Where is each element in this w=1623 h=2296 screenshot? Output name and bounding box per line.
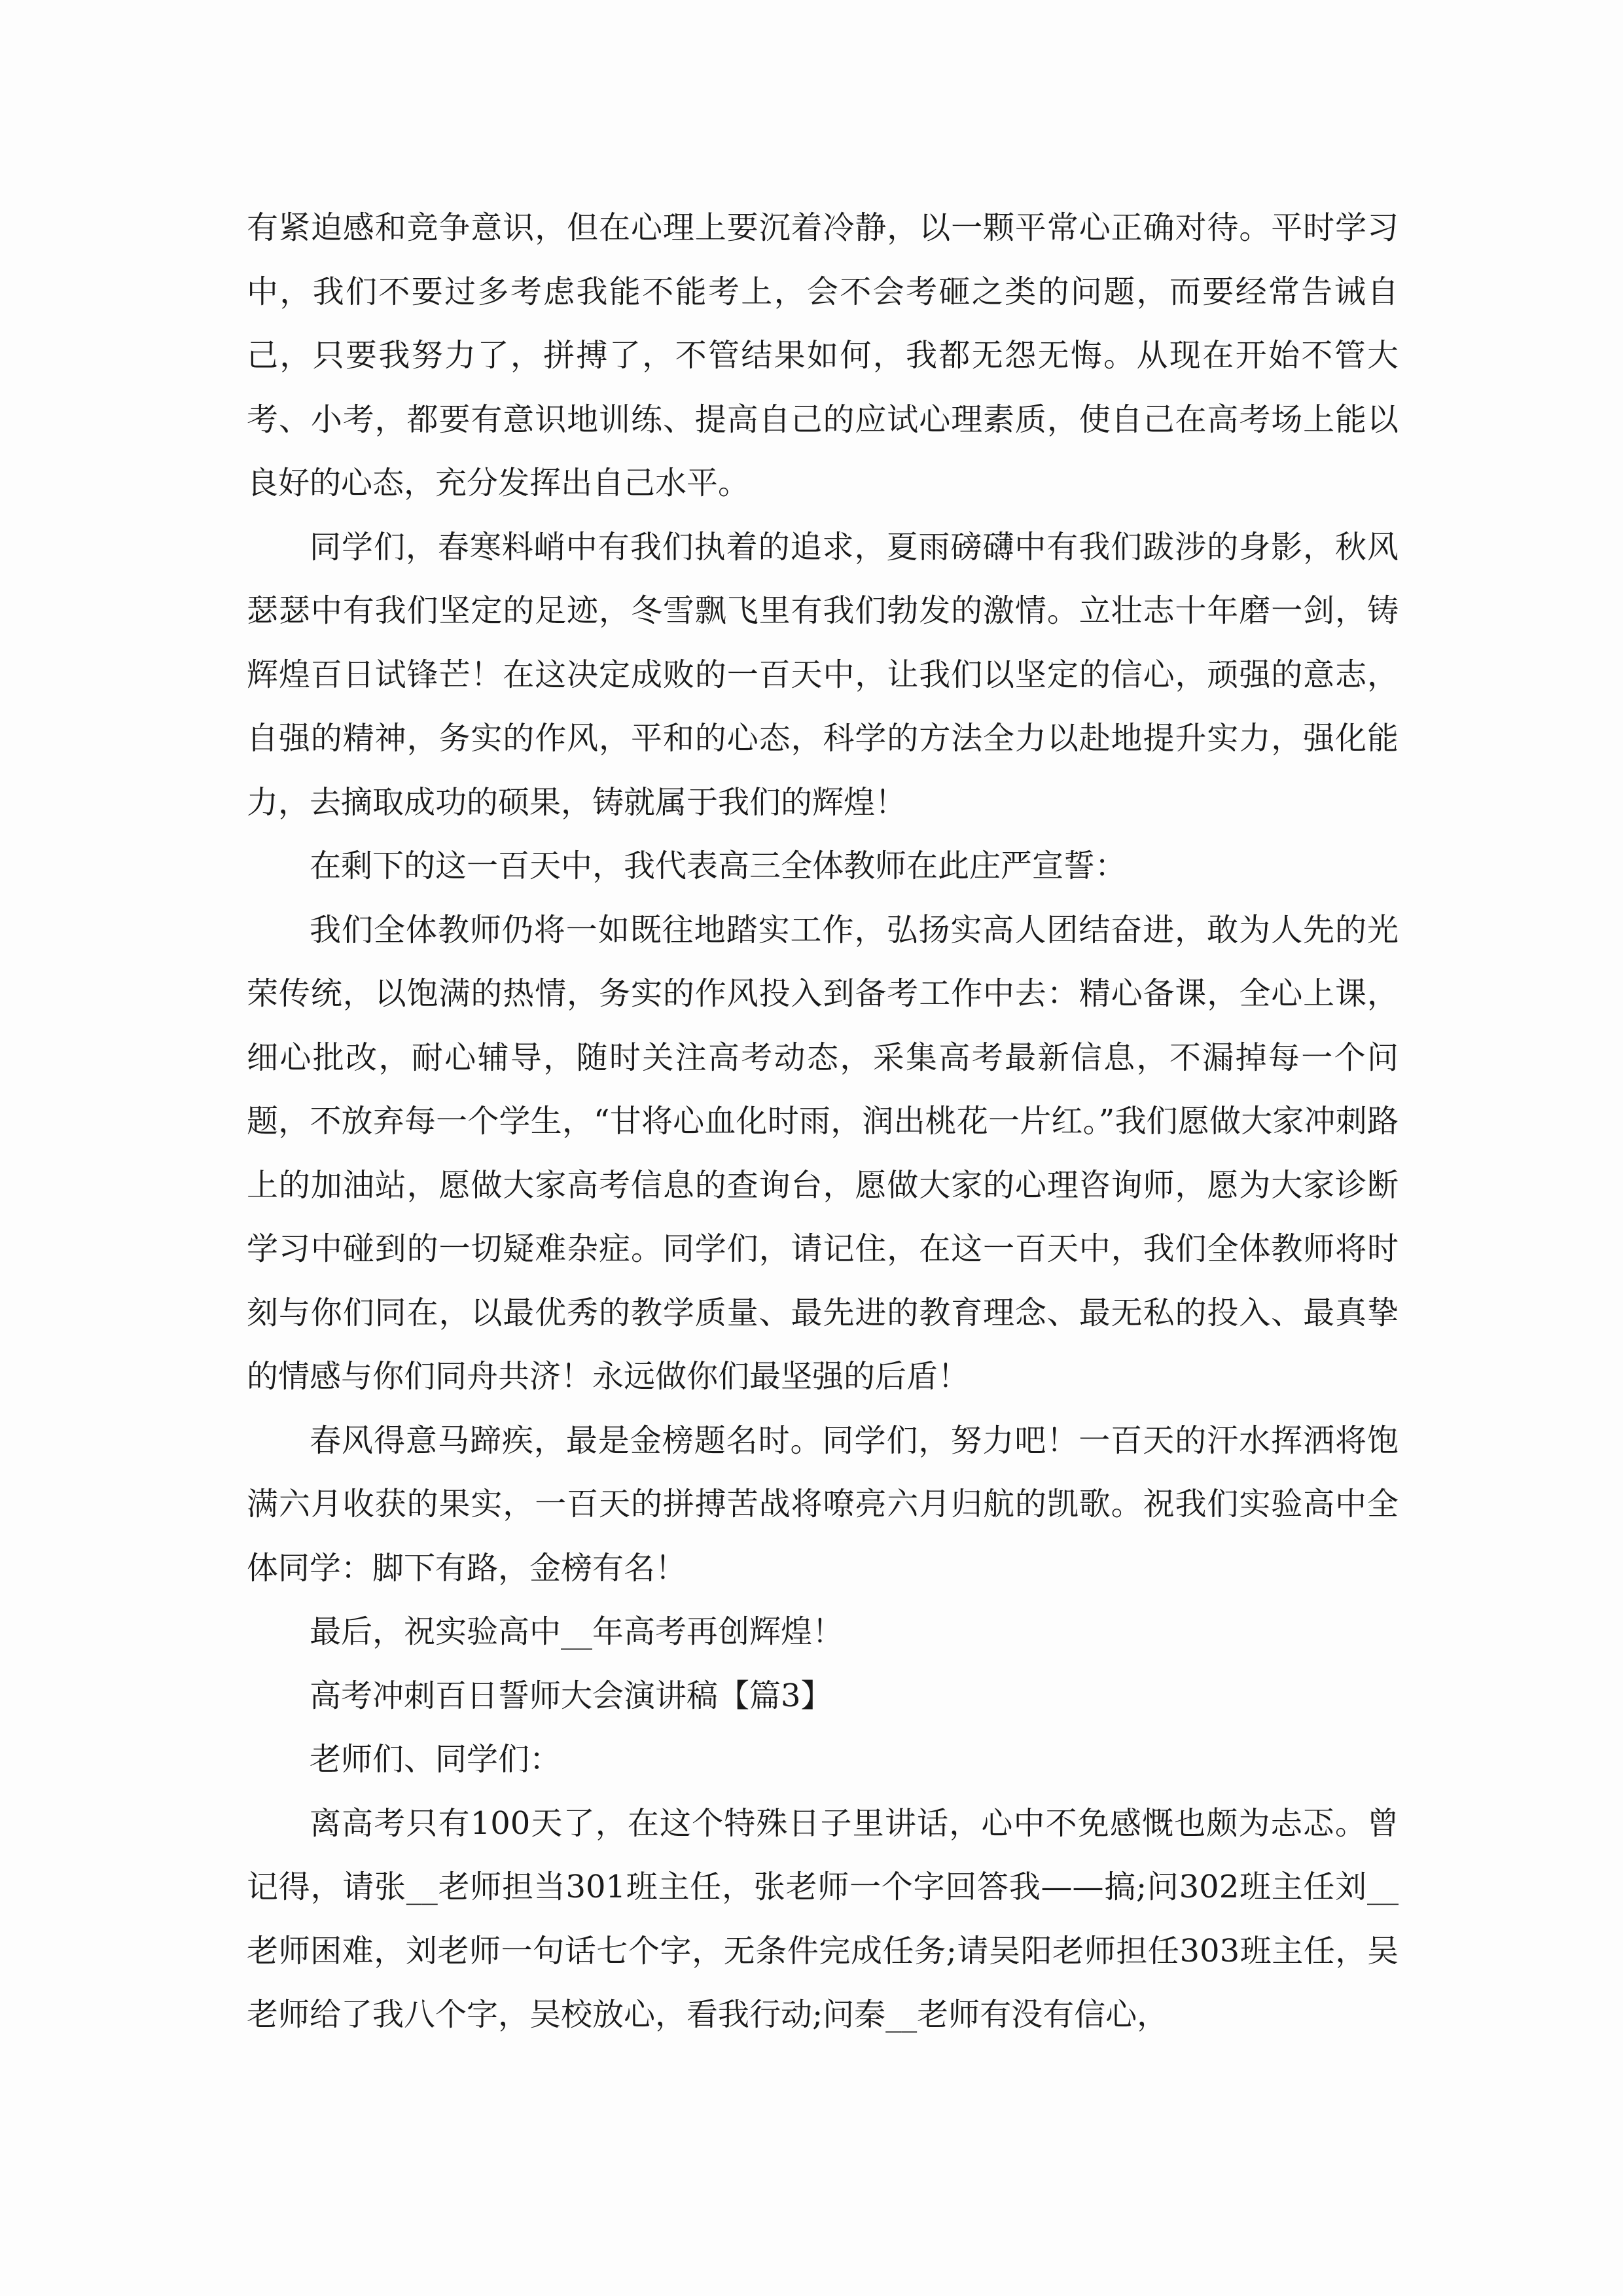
paragraph-seasons: 同学们，春寒料峭中有我们执着的追求，夏雨磅礴中有我们跋涉的身影，秋风瑟瑟中有我们坚定的足迹，冬雪飘飞里有我们勃发的激情。立壮志十年磨一剑，铸辉煌百日试锋芒！在这决定成败的一百天中，让我们以坚定的信心，顽强的意志，自强的精神，务实的作风，平和的心态，科学的方法全力以赴地提升实力，强化能力，去摘取成功的硕果，铸就属于我们的辉煌！ xyxy=(247,528,1399,821)
paragraph-encouragement: 春风得意马蹄疾，最是金榜题名时。同学们，努力吧！一百天的汗水挥洒将饱满六月收获的果实，一百天的拼搏苦战将嘹亮六月归航的凯歌。祝我们实验高中全体同学：脚下有路，金榜有名！ xyxy=(247,1422,1399,1587)
paragraph-continued: 有紧迫感和竞争意识，但在心理上要沉着冷静，以一颗平常心正确对待。平时学习中，我们不要过多考虑我能不能考上，会不会考砸之类的问题，而要经常告诫自己，只要我努力了，拼搏了，不管结果如何，我都无怨无悔。从现在开始不管大考、小考，都要有意识地训练、提高自己的应试心理素质，使自己在高考场上能以良好的心态，充分发挥出自己水平。 xyxy=(247,209,1399,501)
section-heading: 高考冲刺百日誓师大会演讲稿【篇3】 xyxy=(310,1677,832,1714)
paragraph-oath-intro: 在剩下的这一百天中，我代表高三全体教师在此庄严宣誓： xyxy=(310,848,1127,884)
paragraph-closing: 最后，祝实验高中__年高考再创辉煌！ xyxy=(310,1613,844,1650)
paragraph-teacher-oath: 我们全体教师仍将一如既往地踏实工作，弘扬实高人团结奋进，敢为人先的光荣传统，以饱满的热情，务实的作风投入到备考工作中去：精心备课，全心上课，细心批改，耐心辅导，随时关注高考动态，采集高考最新信息，不漏掉每一个问题，不放弃每一个学生，“甘将心血化时雨，润出桃花一片红。”我们愿做大家冲刺路上的加油站，愿做大家高考信息的查询台，愿做大家的心理咨询师，愿为大家诊断学习中碰到的一切疑难杂症。同学们，请记住，在这一百天中，我们全体教师将时刻与你们同在，以最优秀的教学质量、最先进的教育理念、最无私的投入、最真挚的情感与你们同舟共济！永远做你们最坚强的后盾！ xyxy=(247,911,1399,1395)
paragraph-speech-start: 离高考只有100天了，在这个特殊日子里讲话，心中不免感慨也颇为忐忑。曾记得，请张__老师担当301班主任，张老师一个字回答我——搞;问302班主任刘__老师困难，刘老师一句话七个字，无条件完成任务;请吴阳老师担任303班主任，吴老师给了我八个字，吴校放心，看我行动;问秦__老师有没有信心， xyxy=(247,1804,1399,2033)
salutation: 老师们、同学们： xyxy=(310,1741,562,1778)
document-body xyxy=(247,196,1399,2047)
